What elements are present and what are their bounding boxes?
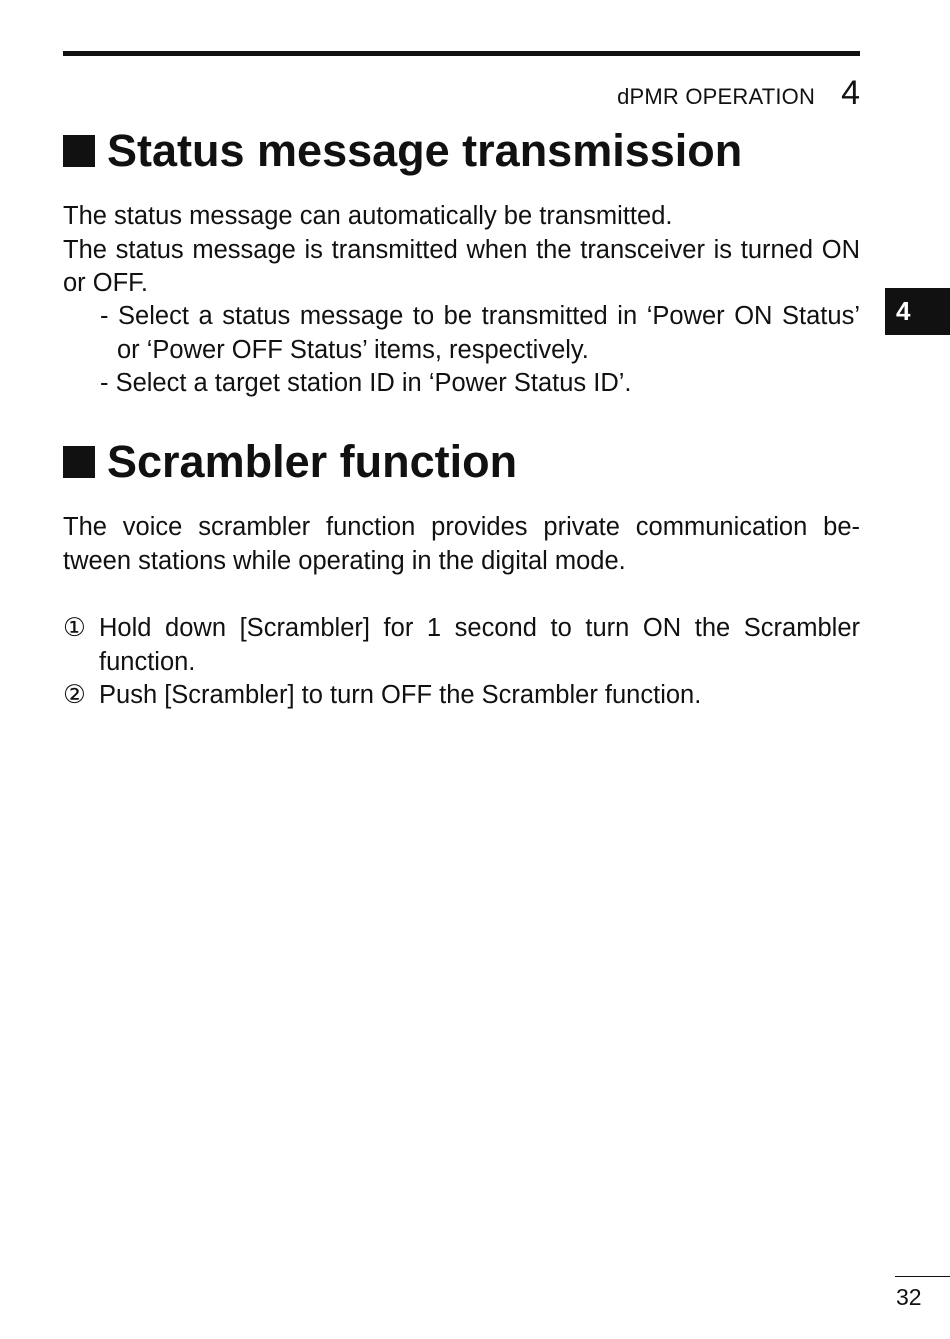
section-heading-scrambler [63,436,518,487]
section-name: dPMR OPERATION [617,84,816,109]
intro-line: The status message can automatically be transmitted. [63,202,673,230]
section-title: Scrambler function [107,436,518,487]
intro-line: The status message is transmitted when the transceiver is turned ON or OFF. [63,235,860,297]
chapter-tab-label: 4 [896,296,911,326]
list-item: - Select a status message to be transmitted in ‘Power ON Status’ or ‘Power OFF Status’ items, respectively. [100,302,860,364]
section-heading-status-message [63,125,743,176]
list-item [63,679,860,713]
scrambler-steps [63,612,860,713]
square-bullet-icon [63,446,95,478]
running-header [617,76,860,110]
step-text: Hold down [Scrambler] for 1 second to turn ON the Scrambler function. [99,614,860,676]
list-item: - Select a target station ID in ‘Power Status ID’. [100,369,632,397]
step-number: ② [63,681,86,709]
square-bullet-icon [63,135,95,167]
status-bullet-list [63,300,860,401]
status-intro [63,200,860,301]
step-number: ① [63,614,86,642]
section-title: Status message transmission [107,125,743,176]
footer-rule [895,1276,950,1277]
chapter-number: 4 [841,74,860,112]
list-item [63,612,860,679]
page-number: 32 [896,1284,922,1310]
scrambler-intro: The voice scrambler function provides private communication be-tween stations while operating in the digital mode. [63,513,860,575]
header-rule [63,51,860,56]
step-text: Push [Scrambler] to turn OFF the Scrambler function. [99,681,702,709]
chapter-thumb-tab [885,288,950,335]
